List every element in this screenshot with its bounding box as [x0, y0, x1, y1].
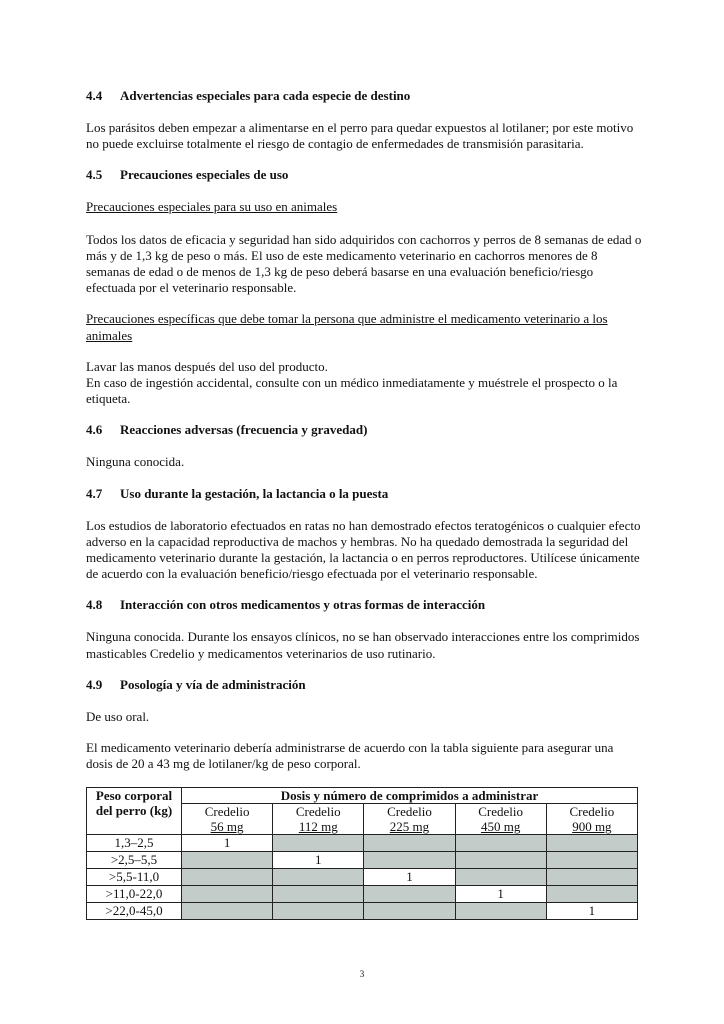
paragraph: Todos los datos de eficacia y seguridad han sido adquiridos con cachorros y perros de 8 semanas de edad o más y de 1,3 kg de peso o más. El uso de este medicamento veterinario en cachorros menores de 8 semanas de edad o de menos de 1,3 kg de peso deberá basarse en una evaluación beneficio/riesgo efectuada por el veterinario responsable. — [86, 231, 642, 296]
dose-cell: 1 — [364, 869, 455, 886]
section-heading-4-4: 4.4 Advertencias especiales para cada especie de destino — [86, 88, 411, 103]
section-heading-4-6: 4.6 Reacciones adversas (frecuencia y gravedad) — [86, 422, 368, 438]
dose-cell — [546, 869, 637, 886]
dosage-table — [86, 787, 638, 920]
dose-cell: 1 — [455, 886, 546, 903]
paragraph: Los parásitos deben empezar a alimentarse en el perro para quedar expuestos al lotilaner; por este motivo no puede excluirse totalmente el riesgo de contagio de enfermedades de transmisión parasitaria. — [86, 120, 634, 152]
dose-cell — [455, 852, 546, 869]
dose-cell: 1 — [182, 835, 273, 852]
dose-cell — [364, 852, 455, 869]
section-heading-4-7: 4.7 Uso durante la gestación, la lactancia o la puesta — [86, 485, 389, 501]
product-header: Credelio 225 mg — [364, 804, 455, 835]
weight-cell: >22,0-45,0 — [87, 903, 182, 920]
subheading: Precauciones específicas que debe tomar la persona que administre el medicamento veterinario a los animales — [86, 311, 608, 343]
paragraph: Ninguna conocida. — [86, 454, 185, 470]
product-header: Credelio 112 mg — [273, 804, 364, 835]
page-number: 3 — [359, 969, 365, 979]
dose-cell — [364, 835, 455, 852]
dose-cell — [182, 869, 273, 886]
table-row — [87, 835, 638, 852]
weight-cell: >2,5–5,5 — [87, 852, 182, 869]
subheading: Precauciones especiales para su uso en animales — [86, 199, 338, 215]
weight-cell: >11,0-22,0 — [87, 886, 182, 903]
dose-cell: 1 — [546, 903, 637, 920]
dose-cell — [273, 869, 364, 886]
dose-cell — [455, 903, 546, 920]
dose-cell — [273, 835, 364, 852]
table-row — [87, 852, 638, 869]
dose-cell — [455, 835, 546, 852]
document-page — [86, 88, 642, 920]
dose-cell — [182, 852, 273, 869]
dose-cell — [546, 852, 637, 869]
table-row — [87, 903, 638, 920]
paragraph: Ninguna conocida. Durante los ensayos clínicos, no se han observado interacciones entre los comprimidos masticables Credelio y medicamentos veterinarios de uso rutinario. — [86, 629, 640, 661]
product-header: Credelio 56 mg — [182, 804, 273, 835]
product-header: Credelio 450 mg — [455, 804, 546, 835]
section-heading-4-9: 4.9 Posología y vía de administración — [86, 676, 306, 692]
dose-cell: 1 — [273, 852, 364, 869]
dose-cell — [273, 903, 364, 920]
section-heading-4-5: 4.5 Precauciones especiales de uso — [86, 167, 289, 183]
dose-cell — [364, 903, 455, 920]
dose-cell — [182, 903, 273, 920]
product-header: Credelio 900 mg — [546, 804, 637, 835]
section-heading-4-8: 4.8 Interacción con otros medicamentos y otras formas de interacción — [86, 597, 486, 613]
weight-cell: >5,5-11,0 — [87, 869, 182, 886]
dose-cell — [455, 869, 546, 886]
paragraph: De uso oral. — [86, 708, 150, 724]
dose-cell — [364, 886, 455, 903]
table-row — [87, 869, 638, 886]
dose-cell — [546, 835, 637, 852]
dose-cell — [546, 886, 637, 903]
paragraph: Lavar las manos después del uso del producto. — [86, 358, 328, 374]
paragraph: El medicamento veterinario debería administrarse de acuerdo con la tabla siguiente para asegurar una dosis de 20 a 43 mg de lotilaner/kg de peso corporal. — [86, 740, 614, 772]
dose-cell — [182, 886, 273, 903]
dose-header: Dosis y número de comprimidos a administrar — [182, 788, 638, 804]
paragraph: En caso de ingestión accidental, consulte con un médico inmediatamente y muéstrele el prospecto o la etiqueta. — [86, 375, 618, 407]
weight-header: Peso corporal del perro (kg) — [87, 788, 182, 835]
weight-cell: 1,3–2,5 — [87, 835, 182, 852]
dose-cell — [273, 886, 364, 903]
table-row — [87, 886, 638, 903]
paragraph: Los estudios de laboratorio efectuados en ratas no han demostrado efectos teratogénicos o cualquier efecto adverso en la capacidad reproductiva de machos y hembras. No ha quedado demostrada la seguridad del medicamento veterinario durante la gestación, la lactancia o en perros reproductores. Utilícese únicamente de acuerdo con la evaluación beneficio/riesgo efectuada por el veterinario responsable. — [86, 517, 641, 582]
